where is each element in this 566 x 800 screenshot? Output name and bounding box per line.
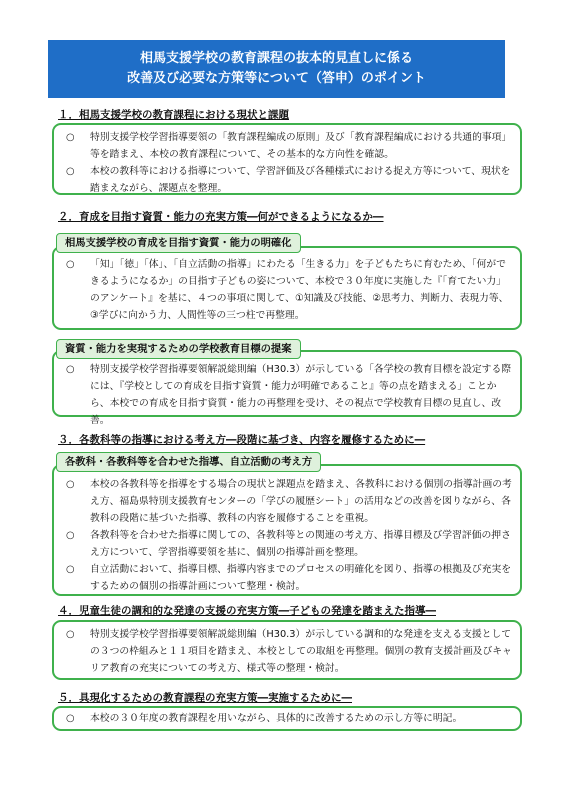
section-2-heading: ２．育成を目指す資質・能力の充実方策―何ができるようになるか― — [58, 211, 384, 223]
item-text: 特別支援学校学習指導要領解説総則編（H30.3）が示している「各学校の教育目標を設定する際には、『学校としての育成を目指す資質・能力が明確であること』等の点を踏まえる」ことから、本校での育成を目指す資質・能力の再整理を受け、その視点で学校教育目標の見直し、改善。 — [90, 364, 512, 426]
item-text: 特別支援学校学習指導要領の「教育課程編成の原則」及び「教育課程編成における共通的事項」等を踏まえ、本校の教育課程について、その基本的な方向性を確認。 — [90, 132, 512, 160]
list-item — [66, 476, 512, 527]
list-item — [66, 710, 512, 727]
section-3-heading: ３．各教科等の指導における考え方―段階に基づき、内容を履修するために― — [58, 434, 426, 446]
item-text: 本校の教科等における指導について、学習評価及び各種様式における捉え方等について、現状を踏まえながら、課題点を整理。 — [90, 166, 511, 194]
section-1-heading: １．相馬支援学校の教育課程における現状と課題 — [58, 109, 289, 121]
section-2a-content — [54, 248, 520, 328]
bullet-mark: ○ — [66, 479, 75, 490]
list-item — [66, 626, 512, 677]
subhead-subject-guidance: 各教科・各教科等を合わせた指導、自立活動の考え方 — [56, 452, 321, 472]
list-item — [66, 256, 512, 324]
bullet-mark: ○ — [66, 713, 75, 724]
bullet-mark: ○ — [66, 564, 75, 575]
page-title — [48, 40, 505, 98]
section-2-box-a — [52, 246, 522, 330]
bullet-mark: ○ — [66, 629, 75, 640]
item-text: 自立活動において、指導目標、指導内容までのプロセスの明確化を図り、指導の根拠及び充実をするための個別の指導計画について整理・検討。 — [90, 564, 512, 592]
subhead-school-goals: 資質・能力を実現するための学校教育目標の提案 — [56, 339, 301, 359]
section-3-content — [54, 466, 520, 599]
section-5-box — [52, 706, 522, 731]
section-3-box — [52, 464, 522, 596]
list-item — [66, 361, 512, 429]
item-text: 本校の各教科等を指導をする場合の現状と課題点を踏まえ、各教科における個別の指導計画の考え方、福島県特別支援教育センターの「学びの履歴シート」の活用などの改善を図りながら、各教科の段階に基づいた指導、教科の内容を履修することを重視。 — [90, 479, 512, 524]
list-item — [66, 129, 512, 163]
section-4-heading: ４．児童生徒の調和的な発達の支援の充実方策―子どもの発達を踏まえた指導― — [58, 605, 436, 617]
item-text: 「知」「徳」「体」、「自立活動の指導」にわたる「生きる力」を子どもたちに育むため、「何ができるようになるか」の目指す子どもの姿について、本校で３０年度に実施した『「育てたい力」のアンケート』を基に、４つの事項に関して、①知識及び技能、②思考力、判断力、表現力等、③学びに向かう力、人間性等の三つ柱で再整理。 — [90, 259, 509, 321]
title-line-2: 改善及び必要な方策等について（答申）のポイント — [127, 71, 426, 86]
section-1-content — [54, 125, 520, 201]
item-text: 特別支援学校学習指導要領解説総則編（H30.3）が示している調和的な発達を支える支援としての３つの枠組みと１１項目を踏まえ、本校としての取組を再整理。個別の教育支援計画及びキャリア教育の充実についての考え方、様式等の整理・検討。 — [90, 629, 512, 674]
item-text: 各教科等を合わせた指導に関しての、各教科等との関連の考え方、指導目標及び学習評価の押さえ方について、学習指導要領を基に、個別の指導計画を整理。 — [90, 530, 511, 558]
item-text: 本校の３０年度の教育課程を用いながら、具体的に改善するための示し方等に明記。 — [90, 713, 463, 724]
subhead-capabilities: 相馬支援学校の育成を目指す資質・能力の明確化 — [56, 233, 301, 253]
bullet-mark: ○ — [66, 364, 75, 375]
bullet-mark: ○ — [66, 530, 75, 541]
section-4-box — [52, 620, 522, 680]
list-item — [66, 527, 512, 561]
section-4-content — [54, 622, 520, 681]
list-item — [66, 561, 512, 595]
bullet-mark: ○ — [66, 259, 75, 270]
section-2-box-b — [52, 350, 522, 426]
bullet-mark: ○ — [66, 166, 75, 177]
bullet-mark: ○ — [66, 132, 75, 143]
section-5-heading: ５．具現化するための教育課程の充実方策―実施するために― — [58, 692, 352, 704]
section-1-box — [52, 123, 522, 195]
list-item — [66, 163, 512, 197]
section-2b-content — [54, 352, 520, 433]
section-5-content — [54, 708, 520, 731]
title-line-1: 相馬支援学校の教育課程の抜本的見直しに係る — [139, 51, 413, 66]
